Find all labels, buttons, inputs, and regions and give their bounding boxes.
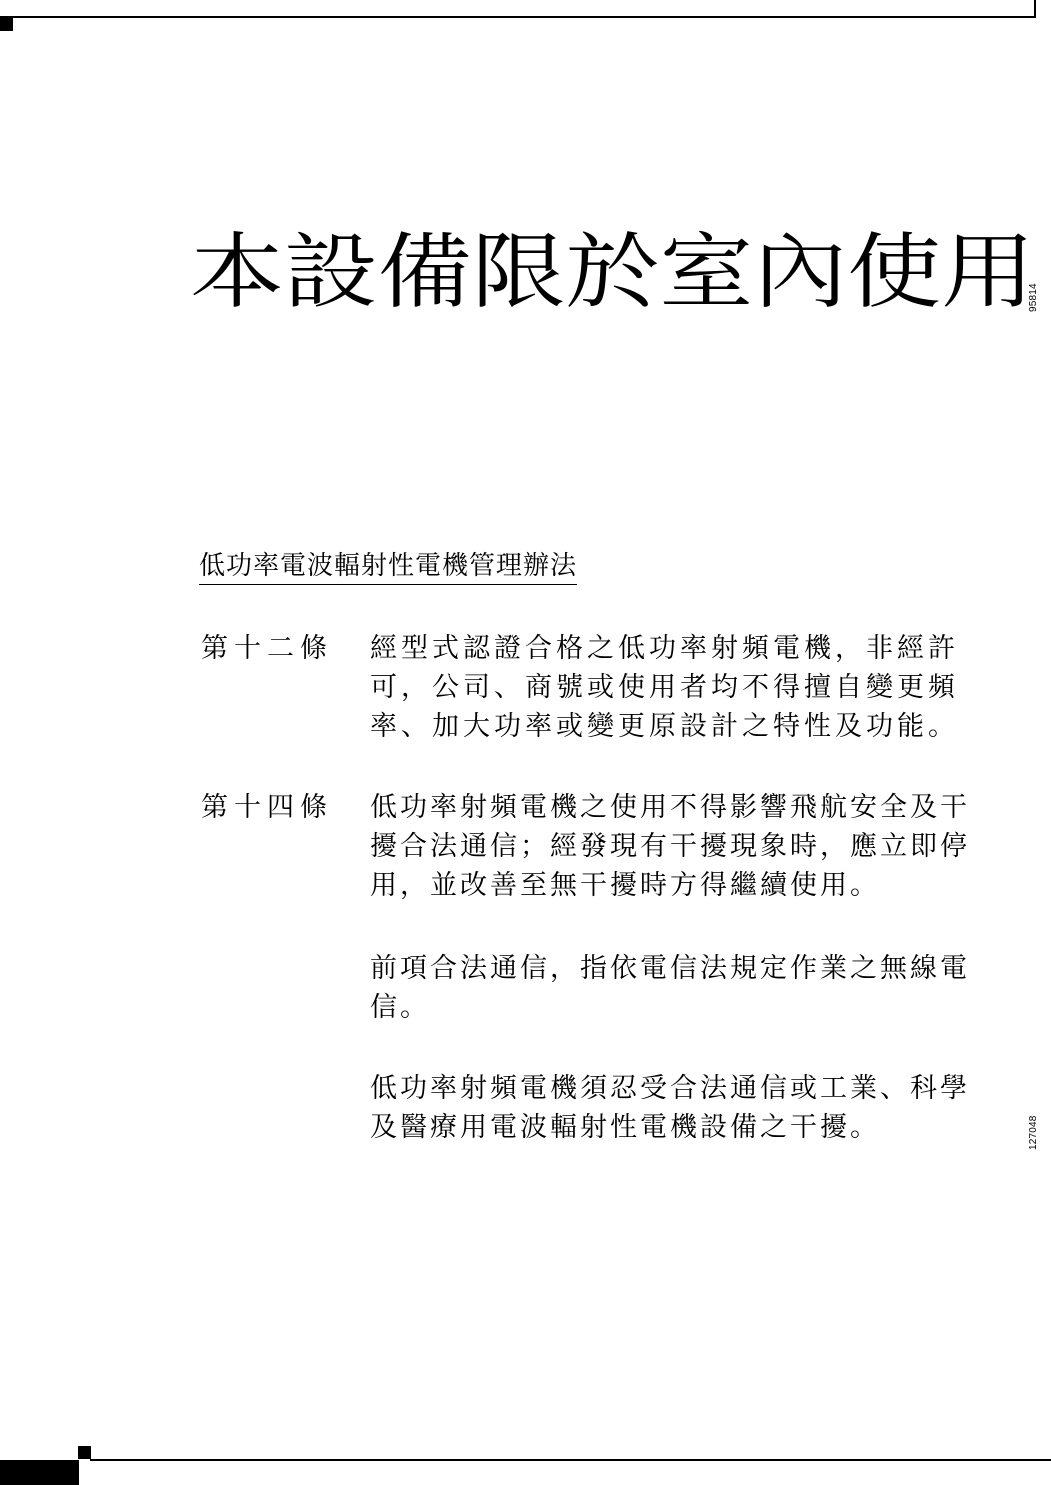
article-14-p3-line-1: 低功率射頻電機須忍受合法通信或工業、科學	[370, 1073, 970, 1104]
banner-text: 本設備限於室內使用	[190, 225, 1035, 317]
bottom-crop-mark	[78, 1446, 91, 1459]
bottom-page-tab	[0, 1460, 79, 1485]
top-crop-mark	[0, 18, 13, 31]
article-12-paragraph	[370, 629, 1035, 746]
article-14-p1-line-2: 擾合法通信；經發現有干擾現象時，應立即停	[370, 831, 970, 862]
article-12-line-2: 可，公司、商號或使用者均不得擅自變更頻	[370, 672, 959, 703]
article-14-p2-line-1: 前項合法通信，指依電信法規定作業之無線電	[370, 953, 970, 984]
banner-code: 95814	[1028, 283, 1039, 312]
article-14-p3-line-2: 及醫療用電波輻射性電機設備之干擾。	[370, 1112, 880, 1143]
article-14-paragraph-3	[370, 1069, 1035, 1147]
bottom-rule	[90, 1459, 1051, 1461]
indoor-use-banner	[190, 222, 1040, 317]
article-14-p1-line-3: 用，並改善至無干擾時方得繼續使用。	[370, 870, 880, 901]
section-title-text: 低功率電波輻射性電機管理辦法	[199, 549, 577, 585]
article-12-line-3: 率、加大功率或變更原設計之特性及功能。	[370, 711, 959, 742]
article-14-label: 第十四條	[201, 792, 333, 823]
top-rule-end	[1034, 0, 1036, 18]
article-14-paragraph-1	[370, 788, 1035, 905]
footer-code: 127048	[1028, 1115, 1039, 1150]
article-12-line-1: 經型式認證合格之低功率射頻電機，非經許	[370, 633, 959, 664]
article-12-label: 第十二條	[201, 633, 333, 664]
article-14-p1-line-1: 低功率射頻電機之使用不得影響飛航安全及干	[370, 792, 970, 823]
article-14-p2-line-2: 信。	[370, 992, 430, 1023]
top-rule	[0, 16, 1035, 18]
section-title	[199, 549, 577, 585]
article-14-paragraph-2	[370, 949, 1035, 1027]
